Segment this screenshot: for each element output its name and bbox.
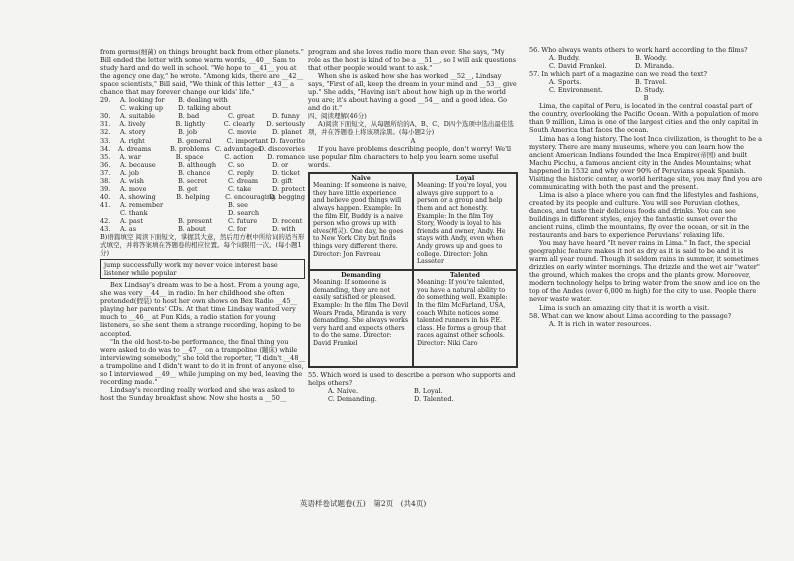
option-b: B. about (178, 225, 206, 234)
cell-title: Loyal (455, 174, 475, 182)
left-column (100, 48, 305, 402)
word-box: jump successfully work my never voice interest base listener while popular (100, 259, 305, 279)
option-c: C. so (228, 160, 245, 169)
option-b: B. job (178, 128, 197, 137)
right-column (529, 46, 763, 328)
reading-instruction: A)阅读下面短文，从每题所给的A、B、C、D四个选项中选出最佳选项，并在答题卷上将该项涂黑。(每小题2分) (308, 120, 514, 137)
option-a: C. waking up (120, 104, 164, 113)
option-n: 41. (100, 200, 111, 209)
option-b: B. lightly (175, 120, 206, 129)
lima-para-4: You may have heard "It never rains in Lima." In fact, the special geographic feature makes it not as dry as it is said to be and it is warm all year round. Though it seldom rains in summer, it sometimes drizzles on early winter mornings. The drizzle and the wet air "water" the ground, which makes the crops and the plants grow. Moreover, modern technology helps to bring water from the snow and ice on the top of the Andes (over 6,000 m high) for the city to use. People there never waste water. (529, 239, 760, 304)
question-57: 57. In which part of a magazine can we read the text? (529, 70, 708, 79)
lima-para-1: Lima, the capital of Peru, is located in the central coastal part of the country, overlooking the Pacific Ocean. With a population of more than 9 million, Lima is one of the largest cities and the only capital in South America that faces the ocean. (529, 102, 759, 135)
option-d: D. gift (272, 176, 293, 185)
q58-option-a: A. It is rich in water resources. (549, 319, 652, 328)
option-c: B. see (228, 200, 248, 209)
option: D. Talented. (414, 394, 454, 403)
option-row (100, 201, 305, 209)
option-c: C. encouraging (225, 192, 276, 201)
option-d: D. romance (267, 152, 305, 161)
option: B. Loyal. (414, 386, 443, 395)
table-cell-demanding (309, 270, 413, 367)
option-row (100, 112, 305, 120)
option-row (100, 128, 305, 136)
option-d: D. planet (272, 128, 302, 137)
option-n: 39. (100, 184, 111, 193)
option-a: A. as (120, 225, 137, 234)
q56-options-row (529, 62, 763, 70)
passage-b-title: B (643, 94, 649, 103)
option-n: 33. (100, 136, 111, 145)
option-n: 36. (100, 160, 111, 169)
option-c: C. for (228, 225, 247, 234)
option-n: 34. (100, 144, 111, 153)
option-a: A. wish (120, 176, 144, 185)
option-a: A. story (120, 128, 146, 137)
option-c: C. clearly (223, 120, 255, 129)
table-cell-naive (309, 173, 413, 270)
option: B. Travel. (635, 78, 667, 87)
option-n (100, 104, 120, 112)
option: B. Woody. (635, 54, 668, 63)
option-a: C. thank (120, 208, 148, 217)
option-n: 31. (100, 120, 111, 129)
option-n: 37. (100, 168, 111, 177)
option-b: D. talking about (178, 104, 231, 113)
option-d: D. protect (272, 184, 306, 193)
option-c: C. movie (228, 128, 257, 137)
word-table (308, 172, 518, 368)
option: A. Sports. (549, 78, 582, 87)
option-c: C. advantages (214, 144, 262, 153)
option-b: B. get (178, 184, 198, 193)
passage-mid: When she is asked how she has worked __52__, Lindsay says, "First of all, keep the dream in your mind and __53__ give up." She adds, "Having isn't about how high up in the world you are; it's about having a good __54__ and a good idea. Go and do it." (308, 72, 517, 113)
option-a: A. past (120, 216, 143, 225)
option-row (100, 145, 305, 153)
option-b: B. although (178, 160, 217, 169)
cell-text: Meaning: If you're talented, you have a natural ability to do something well. Example: In the film McFarland, USA, coach White notices some talented runners in his P.E. class. He forms a group that races against other schools. Director: Niki Caro (417, 279, 508, 348)
option-a: A. showing (119, 192, 156, 201)
option-c (228, 104, 272, 112)
option-row (100, 153, 305, 161)
option-d: D. begging (269, 192, 305, 201)
option-d: D. discoveries (258, 144, 305, 153)
passage-top: program and she loves radio more than ever. She says, "My role as the host is kind of to be a __51__, so I will ask questions that other people would want to ask." (308, 48, 517, 73)
cell-title: Naive (351, 174, 371, 182)
option-c: C. reply (228, 168, 254, 177)
lima-para-5: Lima is such an amazing city that it is worth a visit. (539, 303, 710, 312)
option-n (100, 209, 120, 217)
question-55: 55. Which word is used to describe a person who supports and helps others? (308, 370, 516, 387)
option-a: A. suitable (120, 112, 156, 121)
option-a: A. move (120, 184, 147, 193)
option-a: A. job (120, 168, 139, 177)
option-a: A. looking for (120, 96, 165, 105)
option-row (100, 193, 305, 201)
option-d: D. with (272, 225, 296, 234)
option-row (100, 120, 305, 128)
cell-text: Meaning: If someone is naive, they have little experience and believe good things will always happen. Example: In the film Elf, Buddy is a naive person who grows up with elves(精灵). One day, he goes to New York City but finds things very different there. Director: Jon Favreau (313, 182, 408, 258)
cell-text: Meaning: If someone is demanding, they are not easily satisfied or pleased. Example: In the film The Devil Wears Prada, Miranda is very demanding. She always works very hard and expects others to do the same. Director: David Frankel (313, 279, 409, 348)
table-cell-talented (413, 270, 517, 367)
option-b: B. space (175, 152, 204, 161)
option: D. Miranda. (635, 62, 675, 71)
option: A. Naive. (328, 386, 359, 395)
option-n: 43. (100, 225, 111, 234)
option-d: D. funny (272, 112, 300, 121)
section-b-instruction: B)语篇填空 阅读下面短文，掌握其大意，然后用方框中所给词的适当形式填空，并将答案填在答题卷的相应位置。每个词限用一次。(每小题1分) (100, 233, 305, 258)
option-d: D. ticket (272, 168, 300, 177)
option-a: A. remember (120, 200, 164, 209)
option-c: D. search (228, 208, 260, 217)
option: A. Buddy. (549, 54, 580, 63)
passage-para-2: "In the old host-to-be performance, the final thing you were asked to do was to __47__ on a trampoline (蹦床) while interviewing somebody," she told the reporter, "I didn't __48__ a trampoline and I didn't want to do it in front of anyone else, so I interviewed __49__ while jumping on my bed, leaving the recording made." (100, 337, 305, 386)
section-title: 四、阅读理解(46分) (308, 112, 367, 121)
option-row (100, 169, 305, 177)
option-c: C. take (228, 184, 252, 193)
middle-column (308, 48, 518, 403)
option-a: A. war (119, 152, 141, 161)
option: C. Demanding. (328, 394, 377, 403)
lima-para-2: Lima has a long history. The lost Inca civilization, is thought to be a mystery. There are many museums, where you can learn how the ancient American Indians founded the Inca Empire(帝国) and built Machu Picchu, a famous ancient city in the Andes Mountains; what happened in 1532 and why over 90% of Peruvians speak Spanish. Visiting the historic center, a world heritage site, you may find you are communicating with both the past and the present. (529, 134, 763, 191)
question-58: 58. What can we know about Lima according to the passage? (529, 311, 732, 320)
option-a: A. dreams (117, 144, 152, 153)
option-d: D. or (272, 160, 289, 169)
option-c: C. future (228, 216, 258, 225)
passage-top: from germs(细菌) on things brought back from other planets." Bill ended the letter with some warm words, __40__ Sam to study hard and do well in school. "We hope to __41__ you at the agency one day," he wrote. "Among kids, there are __42__ space scientists," Bill said, "We think of this letter __43__ a chance that may forever change our kids' life." (100, 48, 304, 97)
option-n: 42. (100, 216, 111, 225)
option-a: A. because (120, 160, 156, 169)
lima-para-3: Lima is also a place where you can find the lifestyles and fashions, created by its people and culture. You will see Peruvian clothes, dances, and taste their delicious foods and drinks. You can see buildings in different styles, enjoy the fantastic sunset over the ancient ruins, climb the mountains, fly over the ocean, or sit in the restaurants and bars to experience Peruvians' relaxing life. (529, 190, 759, 240)
q57-options-row (529, 78, 763, 86)
option-row (100, 104, 305, 112)
option-n: 30. (100, 112, 111, 121)
cell-text: Meaning: If you're loyal, you always give support to a person or a group and help them and act honestly. Example: In the film Toy Story, Woody is loyal to his friends and owner, Andy. He stays with Andy, even when Andy grows up and goes to college. Director: John Lasseter (417, 182, 507, 266)
option-b: B. secret (178, 176, 208, 185)
option-b: B. present (178, 216, 213, 225)
option-a: A. right (119, 136, 145, 145)
option-b (178, 209, 228, 217)
option: D. Study. (635, 86, 665, 95)
option-b: B. chance (178, 168, 211, 177)
option-row (100, 161, 305, 169)
option-row (100, 177, 305, 185)
option-row (100, 217, 305, 225)
option-a: A. lively (119, 120, 146, 129)
option-row (100, 96, 305, 104)
option-c: C. great (228, 112, 255, 121)
option-n: 29. (100, 96, 111, 105)
option-n: 32. (100, 128, 111, 137)
option: C. Environment. (549, 86, 603, 95)
option-n: 40. (100, 192, 111, 201)
option-d: D. recent (272, 216, 303, 225)
option-n: 35. (100, 152, 111, 161)
option-b: B. bad (178, 112, 200, 121)
option-b: B. problems (170, 144, 210, 153)
passage-a-title: A (410, 136, 416, 145)
cell-title: Talented (450, 271, 480, 279)
option-b: B. general (177, 136, 212, 145)
table-cell-loyal (413, 173, 517, 270)
option-row (100, 225, 305, 233)
options-list (100, 96, 305, 233)
option-c: C. dream (228, 176, 259, 185)
option-c: C. action (224, 152, 254, 161)
passage-a-intro: If you have problems describing people, don't worry! We'll use popular film characters to help you learn some useful words. (308, 144, 512, 169)
passage-para-1: Bex Lindsay's dream was to be a host. From a young age, she was very __44__ in radio. In her childhood she often pretended(假装) to host her own shows on Bex Radio __45__ playing her parents' CDs. At that time Lindsay wanted very much to __46__ at Fun Kids, a radio station for young listeners, so she sent them a strange recording, hoping to be accepted. (100, 281, 302, 338)
q56-options-row (529, 54, 763, 62)
option-c: C. important (226, 136, 269, 145)
q55-options-row (308, 387, 518, 395)
q55-options-row (308, 395, 518, 403)
option-b: B. helping (176, 192, 210, 201)
q57-options-row (529, 86, 763, 94)
option-b: B. dealing with (178, 96, 228, 105)
option-d: D. favorite (270, 136, 305, 145)
option-row (100, 209, 305, 217)
passage-para-3: Lindsay's recording really worked and she was asked to host the Sunday breakfast show. Now she hosts a __50__ (100, 385, 295, 402)
question-56: 56. Who always wants others to work hard according to the films? (529, 46, 748, 54)
option-n: 38. (100, 176, 111, 185)
option: C. David Frankel. (549, 62, 607, 71)
cell-title: Demanding (341, 271, 381, 279)
option-d: D. seriously (266, 120, 305, 129)
option-b (178, 201, 228, 209)
option-c (228, 96, 272, 104)
option-row (100, 185, 305, 193)
page-footer: 英语样卷试题卷(五) 第2页 (共4页) (300, 499, 427, 508)
option-row (100, 137, 305, 145)
